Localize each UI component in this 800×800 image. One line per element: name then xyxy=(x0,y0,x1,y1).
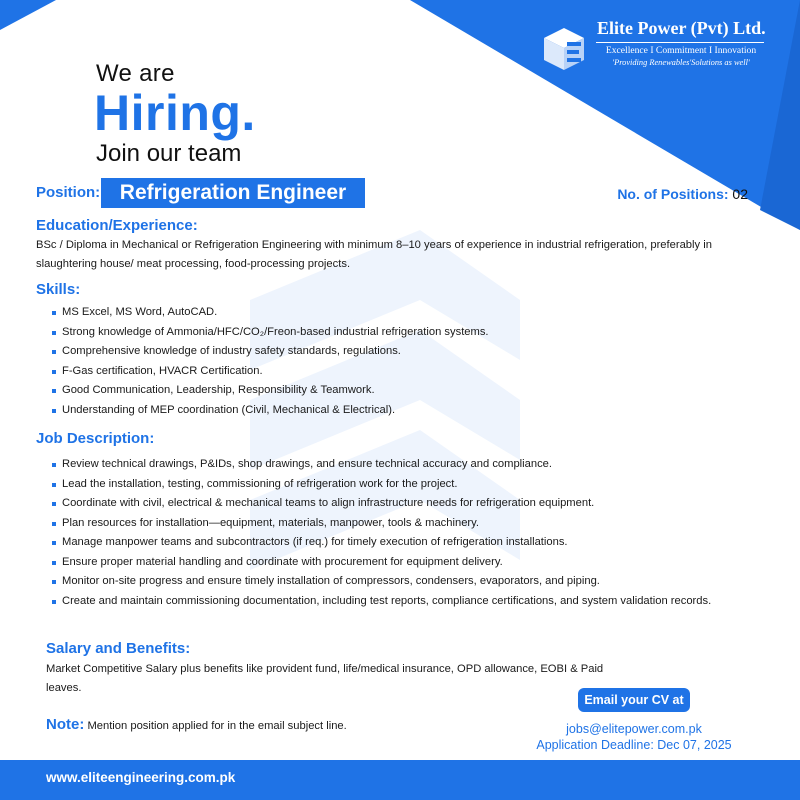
note-text: Mention position applied for in the email subject line. xyxy=(87,720,347,732)
brand-tagline: Excellence I Commitment I Innovation xyxy=(605,45,757,56)
list-item: Coordinate with civil, electrical & mechanical teams to align infrastructure needs for refrigeration equipment. xyxy=(52,494,732,514)
list-item: Understanding of MEP coordination (Civil, Mechanical & Electrical). xyxy=(52,401,772,421)
application-deadline: Application Deadline: Dec 07, 2025 xyxy=(536,738,732,752)
brand-quote: 'Providing Renewables'Solutions as well' xyxy=(612,58,750,67)
position-title: Refrigeration Engineer xyxy=(101,178,365,208)
job-description-list xyxy=(52,455,732,611)
salary-heading: Salary and Benefits: xyxy=(46,640,191,657)
note-label: Note: xyxy=(46,716,85,733)
skills-heading: Skills: xyxy=(36,281,81,298)
brand-name: Elite Power (Pvt) Ltd. xyxy=(597,18,766,38)
list-item: Create and maintain commissioning documentation, including test reports, compliance certifications, and system validation records. xyxy=(52,592,732,612)
email-link[interactable]: jobs@elitepower.com.pk xyxy=(566,722,702,736)
hero-line-2: Hiring. xyxy=(94,85,256,141)
skills-list xyxy=(52,303,772,420)
positions-count xyxy=(617,186,748,202)
elite-power-cube-logo xyxy=(536,22,594,76)
email-cv-button[interactable]: Email your CV at xyxy=(578,688,690,712)
list-item: MS Excel, MS Word, AutoCAD. xyxy=(52,303,772,323)
hero-line-3: Join our team xyxy=(96,140,242,167)
positions-count-label: No. of Positions: xyxy=(617,186,729,202)
list-item: Comprehensive knowledge of industry safety standards, regulations. xyxy=(52,342,772,362)
list-item: Monitor on-site progress and ensure timely installation of compressors, condensers, evaporators, and piping. xyxy=(52,572,732,592)
education-heading: Education/Experience: xyxy=(36,217,198,234)
list-item: Review technical drawings, P&IDs, shop drawings, and ensure technical accuracy and compliance. xyxy=(52,455,732,475)
list-item: Plan resources for installation—equipment, materials, manpower, tools & machinery. xyxy=(52,514,732,534)
corner-band-top-left xyxy=(0,0,56,30)
list-item: F-Gas certification, HVACR Certification. xyxy=(52,362,772,382)
note xyxy=(46,716,347,733)
list-item: Ensure proper material handling and coordinate with procurement for equipment delivery. xyxy=(52,553,732,573)
list-item: Good Communication, Leadership, Responsibility & Teamwork. xyxy=(52,381,772,401)
website-link[interactable]: www.eliteengineering.com.pk xyxy=(46,770,236,785)
list-item: Strong knowledge of Ammonia/HFC/CO₂/Freon-based industrial refrigeration systems. xyxy=(52,323,772,343)
salary-text: Market Competitive Salary plus benefits like provident fund, life/medical insurance, OPD allowance, EOBI & Paid leaves. xyxy=(46,663,604,694)
position-label: Position: xyxy=(36,184,101,201)
brand-divider xyxy=(596,42,764,43)
hero-line-1: We are xyxy=(96,60,175,87)
list-item: Manage manpower teams and subcontractors (if req.) for timely execution of refrigeration installations. xyxy=(52,533,732,553)
education-text: BSc / Diploma in Mechanical or Refrigeration Engineering with minimum 8–10 years of experience in industrial refrigeration, preferably in slaughtering house/ meat processing, food-processing projects. xyxy=(36,239,712,270)
list-item: Lead the installation, testing, commissioning of refrigeration work for the project. xyxy=(52,475,732,495)
job-description-heading: Job Description: xyxy=(36,430,155,447)
positions-count-value: 02 xyxy=(732,186,748,202)
